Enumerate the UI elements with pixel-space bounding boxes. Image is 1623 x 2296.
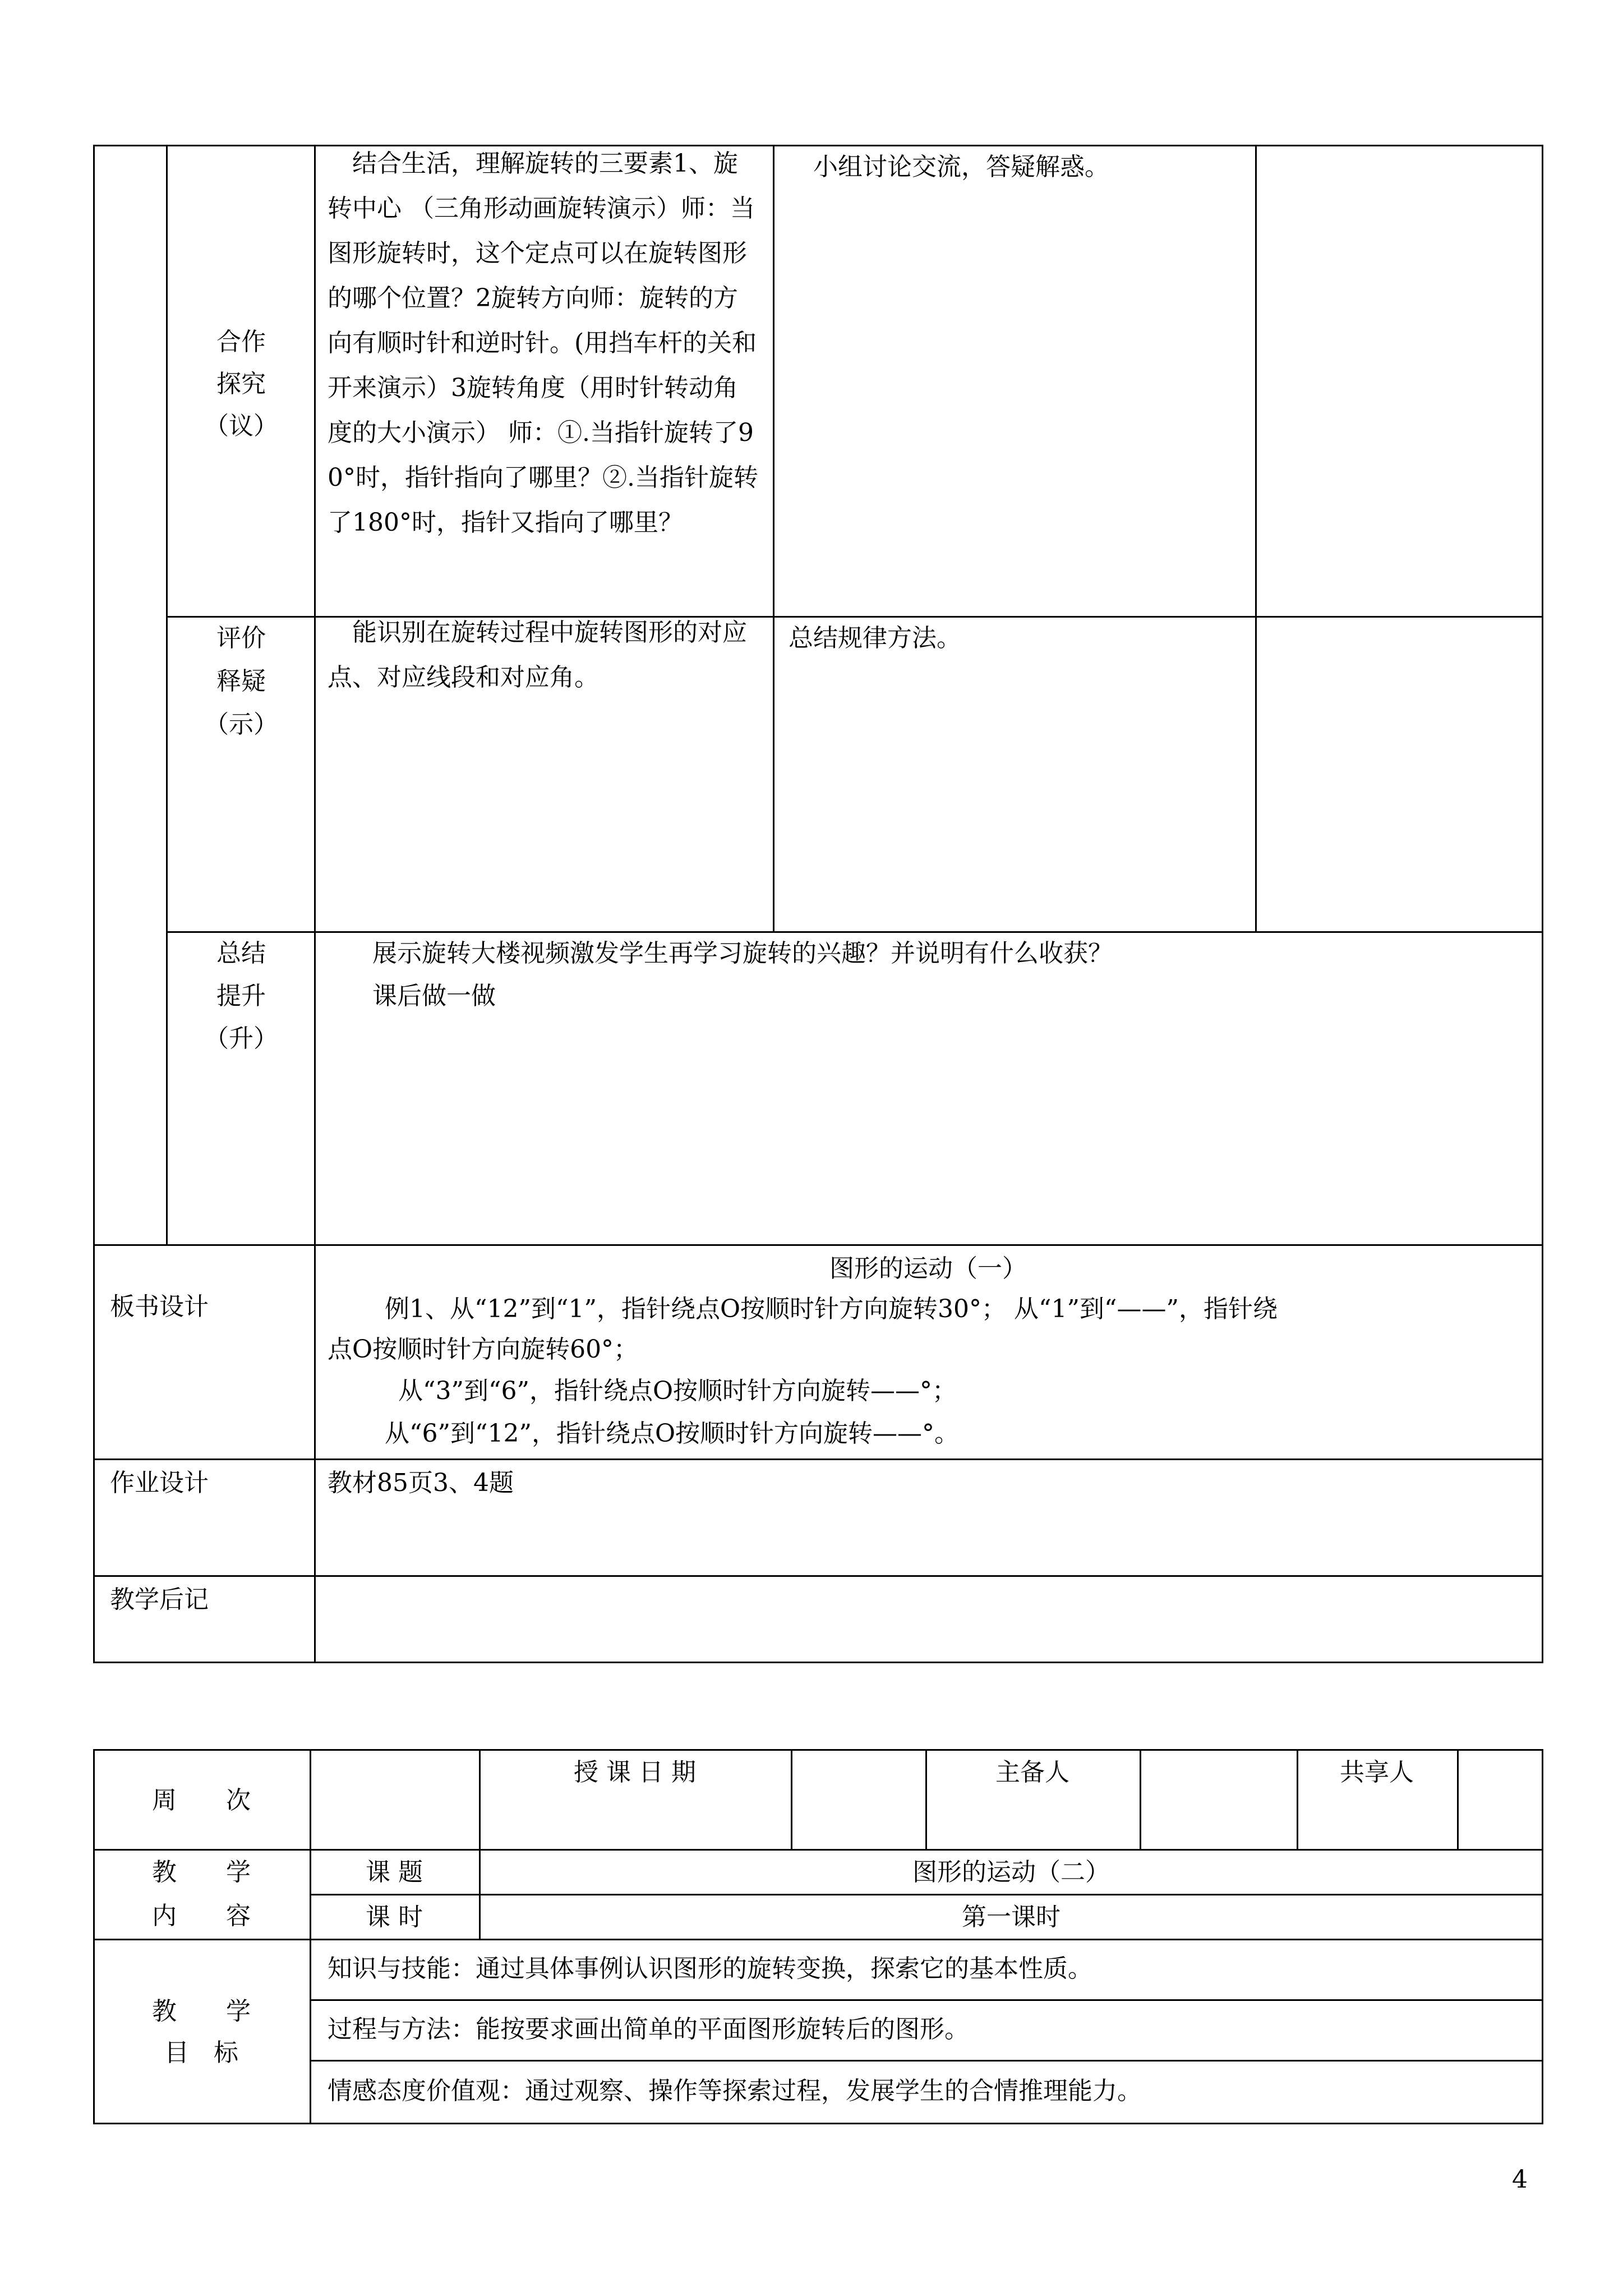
t1-col-divider-1 — [166, 145, 168, 1246]
t1-border-left — [93, 145, 95, 1663]
board-line: 从“6”到“12”，指针绕点O按顺时针方向旋转——°。 — [385, 1419, 960, 1448]
content-label-line: 教 学 — [152, 1858, 251, 1887]
t1-border-bottom — [93, 1662, 1543, 1663]
goal-label-line: 目 标 — [164, 2039, 238, 2067]
board-line: 点O按顺时针方向旋转60°； — [328, 1335, 639, 1364]
week-label: 周 次 — [152, 1786, 251, 1815]
t1-row-divider-3 — [93, 1244, 1543, 1246]
t2-row-divider-5 — [310, 2060, 1543, 2062]
t1-col-divider-2 — [314, 145, 316, 1663]
topic-value: 图形的运动（二） — [912, 1858, 1110, 1887]
stage-label-line: （示） — [204, 710, 278, 739]
goal-line: 知识与技能：通过具体事例认识图形的旋转变换，探索它的基本性质。 — [328, 1954, 1092, 1983]
t1-col-divider-4 — [1255, 145, 1257, 933]
stage-label-line: 评价 — [216, 624, 266, 652]
stage-label-line: 释疑 — [216, 667, 266, 696]
t2-row-divider-4 — [310, 1999, 1543, 2001]
sharer-label: 共享人 — [1340, 1758, 1414, 1787]
homework-text: 教材85页3、4题 — [328, 1469, 514, 1497]
t2-col-divider-5 — [1140, 1749, 1141, 1851]
student-activity-text: 总结规律方法。 — [789, 624, 961, 652]
stage-label-line: （升） — [204, 1024, 278, 1053]
topic-label: 课 题 — [366, 1858, 423, 1887]
stage-label-line: 提升 — [216, 982, 266, 1010]
page-number: 4 — [1512, 2165, 1528, 2194]
student-activity-text: 小组讨论交流，答疑解惑。 — [789, 153, 1109, 181]
stage-label-line: （议） — [204, 412, 278, 440]
homework-label: 作业设计 — [110, 1469, 209, 1497]
board-design-label: 板书设计 — [110, 1292, 209, 1321]
preparer-label: 主备人 — [995, 1758, 1069, 1787]
board-line: 从“3”到“6”，指针绕点O按顺时针方向旋转——°； — [398, 1377, 957, 1405]
teacher-activity-text: 结合生活，理解旋转的三要素1、旋转中心 （三角形动画旋转演示）师：当图形旋转时，这个定点可以在旋转图形的哪个位置？2旋转方向师：旋转的方向有顺时针和逆时针。(用挡车杆的关和开来演示）3旋转角度（用时针转动角度的大小演示） 师：①.当指针旋转了90°时，指针指向了哪里？②.当指针旋转了180°时，指针又指向了哪里？ — [328, 149, 758, 537]
t1-border-right — [1542, 145, 1543, 1663]
reflection-label: 教学后记 — [110, 1585, 209, 1614]
summary-line: 展示旋转大楼视频激发学生再学习旋转的兴趣？并说明有什么收获？ — [372, 939, 1113, 968]
goal-line: 情感态度价值观：通过观察、操作等探索过程，发展学生的合情推理能力。 — [328, 2077, 1142, 2105]
summary-line: 课后做一做 — [372, 982, 496, 1010]
stage-label-line: 探究 — [216, 370, 266, 398]
board-title: 图形的运动（一） — [829, 1254, 1027, 1283]
t1-col-divider-3 — [773, 145, 774, 933]
teacher-activity-text: 能识别在旋转过程中旋转图形的对应点、对应线段和对应角。 — [328, 618, 747, 692]
t2-col-divider-3 — [791, 1749, 792, 1851]
stage-label-line: 合作 — [216, 328, 266, 356]
period-value: 第一课时 — [962, 1903, 1061, 1931]
content-label-line: 内 容 — [152, 1902, 251, 1930]
board-line: 例1、从“12”到“1”，指针绕点O按顺时针方向旋转30°； 从“1”到“——”，指针绕 — [385, 1295, 1278, 1323]
teaching-date-label: 授 课 日 期 — [574, 1758, 696, 1787]
stage-label-line: 总结 — [216, 939, 266, 968]
t1-row-divider-5 — [93, 1575, 1543, 1577]
period-label: 课 时 — [366, 1903, 423, 1931]
t2-col-divider-7 — [1457, 1749, 1459, 1851]
goal-line: 过程与方法：能按要求画出简单的平面图形旋转后的图形。 — [328, 2015, 969, 2044]
goal-label-line: 教 学 — [152, 1997, 251, 2026]
t1-row-divider-4 — [93, 1458, 1543, 1460]
